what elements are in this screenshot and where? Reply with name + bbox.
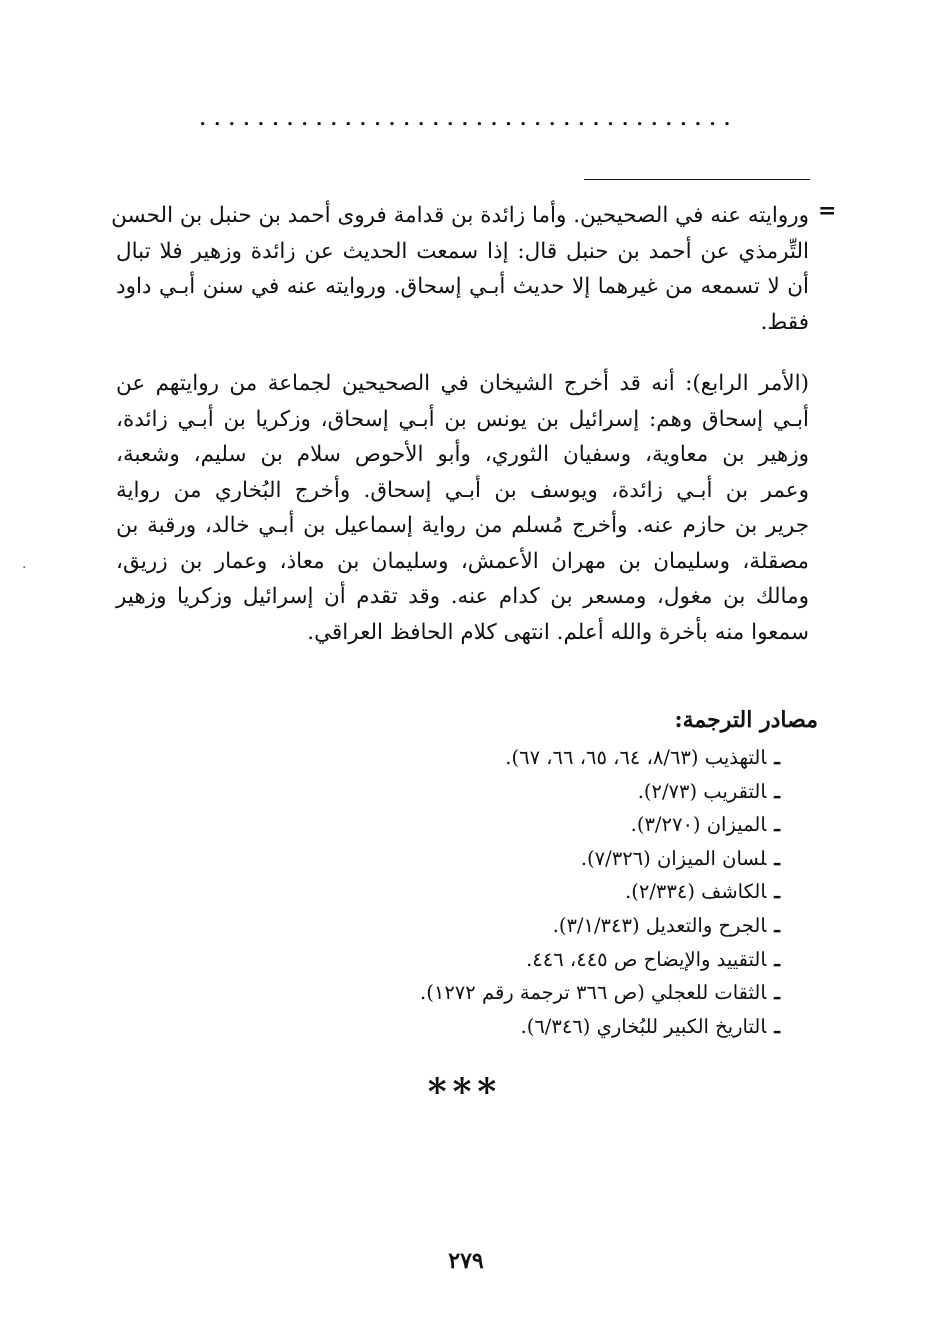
text-line: (الأمر الرابع): أنه قد أخرج الشيخان في الصحيحين لجماعة من روايتهم عن [116, 371, 809, 396]
source-item [300, 775, 780, 809]
text-line: وعمر بن أبـي زائدة، ويوسف بن أبـي إسحاق. وأخرج البُخاري من رواية [116, 477, 809, 503]
list-dash: ـ [774, 981, 780, 1005]
source-text: الثقات للعجلي (ص ٣٦٦ ترجمة رقم ١٢٧٢). [420, 981, 767, 1005]
source-item [300, 976, 780, 1010]
list-dash: ـ [774, 779, 780, 803]
text-line: وزهير بن معاوية، وسفيان الثوري، وأبو الأحوص سلام بن سليم، وشعبة، [116, 442, 809, 467]
source-item [300, 842, 780, 876]
list-dash: ـ [774, 913, 780, 937]
list-dash: ـ [774, 746, 780, 769]
text-line: جرير بن حازم عنه. وأخرج مُسلم من رواية إسماعيل بن أبـي خالد، ورقبة بن [116, 513, 809, 538]
text-line: أن لا تسمعه من غيرهما إلا حديث أبـي إسحاق. وروايته عنه في سنن أبـي داود [116, 274, 809, 299]
text-line: سمعوا منه بأخرة والله أعلم. انتهى كلام الحافظ العراقي. [307, 619, 809, 645]
text-line: ومالك بن مغول، ومسعر بن كدام عنه. وقد تقدم أن إسرائيل وزكريا وزهير [116, 584, 809, 609]
sources-list [300, 741, 780, 1043]
margin-speck: · [22, 560, 27, 576]
source-item [300, 808, 780, 842]
section-end-stars: *** [427, 1071, 503, 1113]
source-text: التقييد والإيضاح ص ٤٤٥، ٤٤٦. [526, 947, 767, 971]
list-dash: ـ [774, 813, 780, 837]
text-line: فقط. [760, 309, 809, 335]
source-text: الجرح والتعديل (٣/١/٣٤٣). [552, 913, 767, 937]
source-text: لسان الميزان (٧/٣٢٦). [580, 846, 767, 870]
dotted-separator: ..................................... [199, 110, 739, 130]
footnote-paragraph-1 [111, 198, 809, 340]
source-text: الكاشف (٢/٣٣٤). [625, 880, 767, 904]
source-text: الميزان (٣/٢٧٠). [630, 813, 767, 837]
footnote-paragraph-2 [116, 366, 809, 650]
page-number: ٢٧٩ [448, 1248, 484, 1274]
source-text: التاريخ الكبير للبُخاري (٦/٣٤٦). [520, 1014, 767, 1038]
source-item [300, 1010, 780, 1044]
source-item [300, 875, 780, 909]
list-dash: ـ [774, 1014, 780, 1038]
text-line: التِّرمذي عن أحمد بن حنبل قال: إذا سمعت الحديث عن زائدة وزهير فلا تبال [116, 238, 809, 264]
text-line: مصقلة، وسليمان بن مهران الأعمش، وسليمان بن معاذ، وعمار بن زريق، [116, 548, 809, 574]
sources-heading: مصادر الترجمة: [674, 707, 818, 733]
footnote-rule [584, 179, 810, 180]
list-dash: ـ [774, 880, 780, 904]
source-text: التقريب (٢/٧٣). [637, 779, 767, 803]
source-text: التهذيب (٨/٦٣، ٦٤، ٦٥، ٦٦، ٦٧). [505, 746, 767, 769]
text-line: أبـي إسحاق وهم: إسرائيل بن يونس بن أبـي إسحاق، وزكريا بن أبـي زائدة، [116, 406, 809, 432]
text-line: وروايته عنه في الصحيحين. وأما زائدة بن قدامة فروى أحمد بن حنبل بن الحسن [111, 203, 809, 228]
list-dash: ـ [774, 947, 780, 971]
list-dash: ـ [774, 846, 780, 870]
source-item [300, 741, 780, 775]
source-item [300, 909, 780, 943]
footnote-continuation-mark: = [818, 198, 837, 224]
source-item [300, 943, 780, 977]
